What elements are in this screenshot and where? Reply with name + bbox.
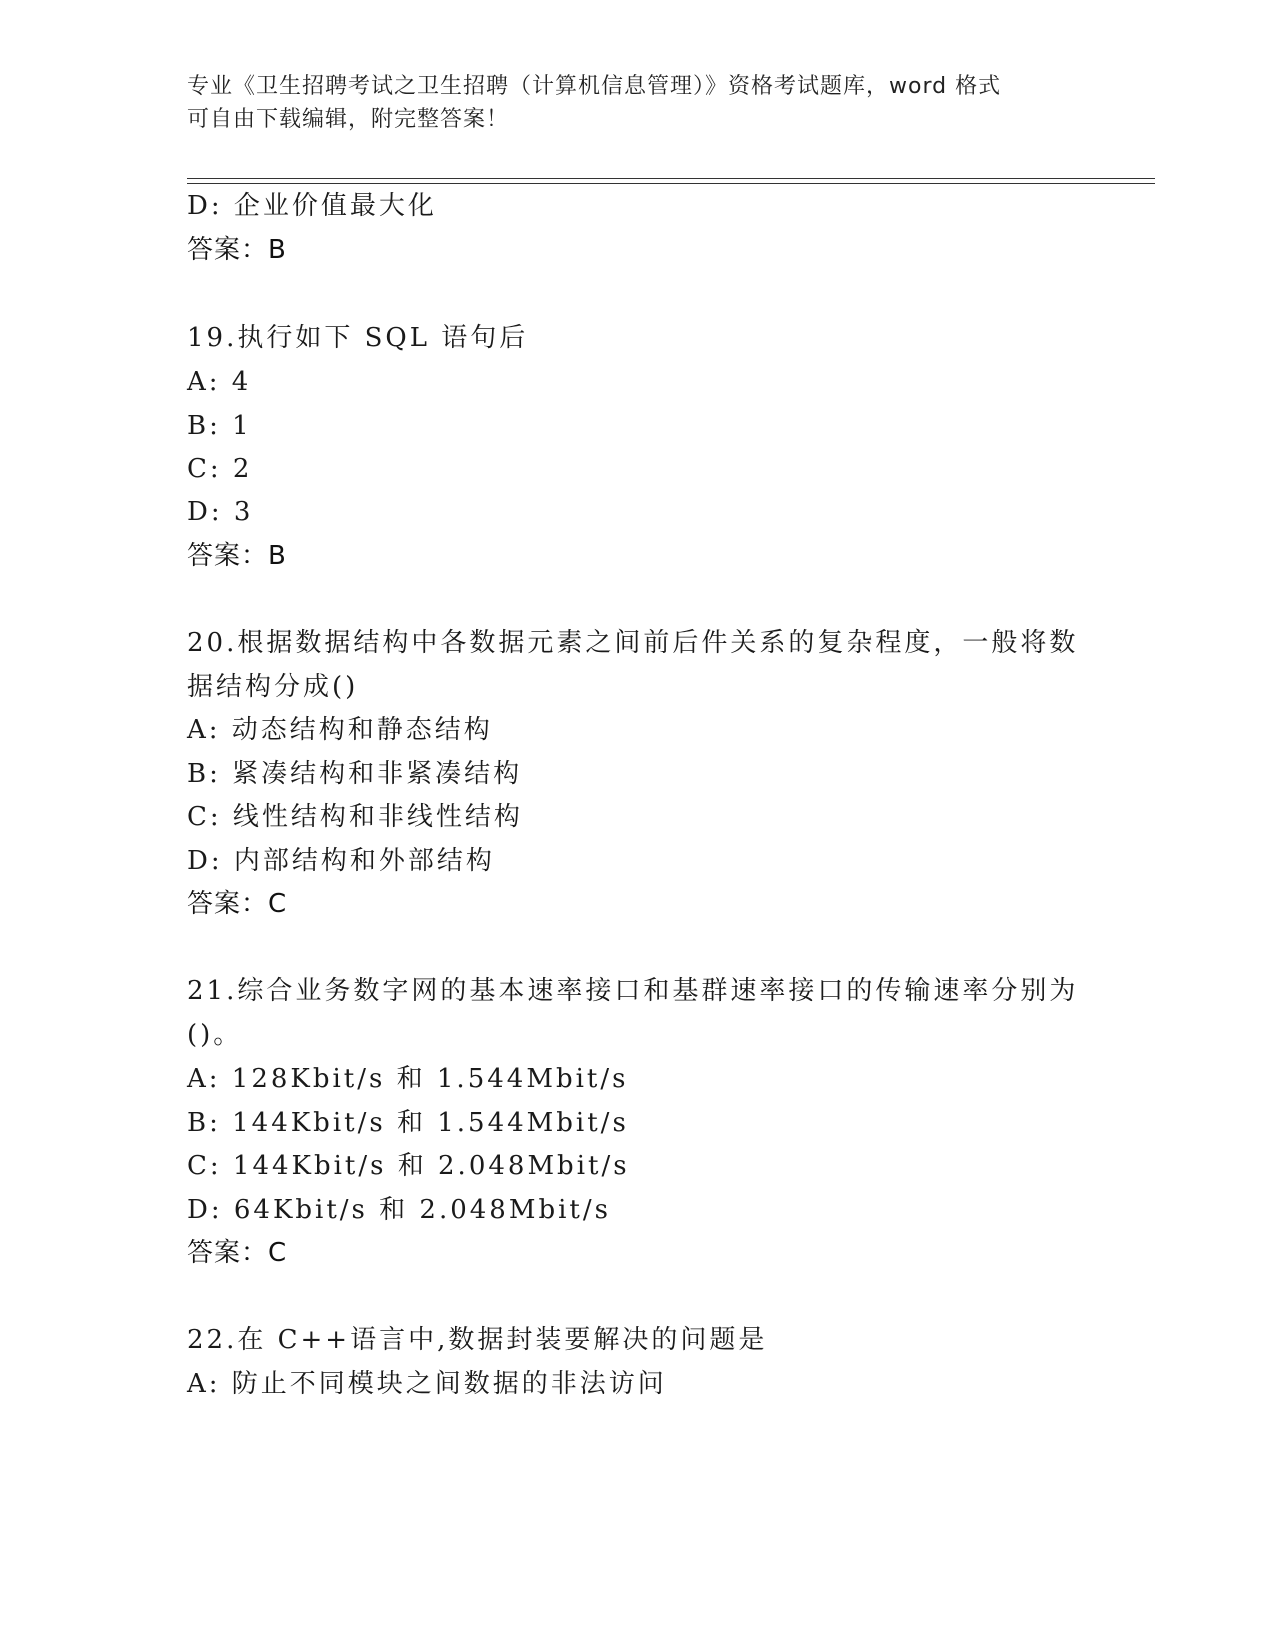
option-c: C: 线性结构和非线性结构 [187, 802, 523, 832]
question-stem: 20.根据数据结构中各数据元素之间前后件关系的复杂程度，一般将数 [187, 628, 1079, 658]
option-d: D: 3 [187, 497, 254, 527]
document-header [187, 70, 1087, 136]
option-a: A: 128Kbit/s 和 1.544Mbit/s [187, 1064, 629, 1094]
question-stem-continued: 据结构分成() [187, 672, 359, 702]
header-divider-bottom [187, 183, 1155, 184]
question-stem: 19.执行如下 SQL 语句后 [187, 323, 529, 353]
header-divider-top [187, 178, 1155, 179]
option-a: A: 动态结构和静态结构 [187, 715, 493, 745]
option-b: B: 1 [187, 411, 252, 441]
question-stem: 22.在 C++语言中,数据封装要解决的问题是 [187, 1325, 768, 1355]
answer: 答案：C [187, 1238, 288, 1268]
question-stem-continued: ()。 [187, 1020, 243, 1050]
option-c: C: 2 [187, 454, 253, 484]
option-b: B: 紧凑结构和非紧凑结构 [187, 759, 523, 789]
answer: 答案：B [187, 541, 287, 571]
option-d: D: 64Kbit/s 和 2.048Mbit/s [187, 1195, 611, 1225]
option-c: C: 144Kbit/s 和 2.048Mbit/s [187, 1151, 630, 1181]
header-line-1: 专业《卫生招聘考试之卫生招聘（计算机信息管理）》资格考试题库，word 格式 [187, 74, 1002, 99]
header-line-2: 可自由下载编辑，附完整答案！ [187, 107, 510, 132]
option-a: A: 4 [187, 367, 252, 397]
question-stem: 21.综合业务数字网的基本速率接口和基群速率接口的传输速率分别为 [187, 976, 1079, 1006]
option-a: A: 防止不同模块之间数据的非法访问 [187, 1369, 667, 1399]
option-b: B: 144Kbit/s 和 1.544Mbit/s [187, 1108, 629, 1138]
option-d: D: 企业价值最大化 [187, 191, 437, 221]
option-d: D: 内部结构和外部结构 [187, 846, 495, 876]
answer: 答案：C [187, 889, 288, 919]
answer: 答案：B [187, 235, 287, 265]
